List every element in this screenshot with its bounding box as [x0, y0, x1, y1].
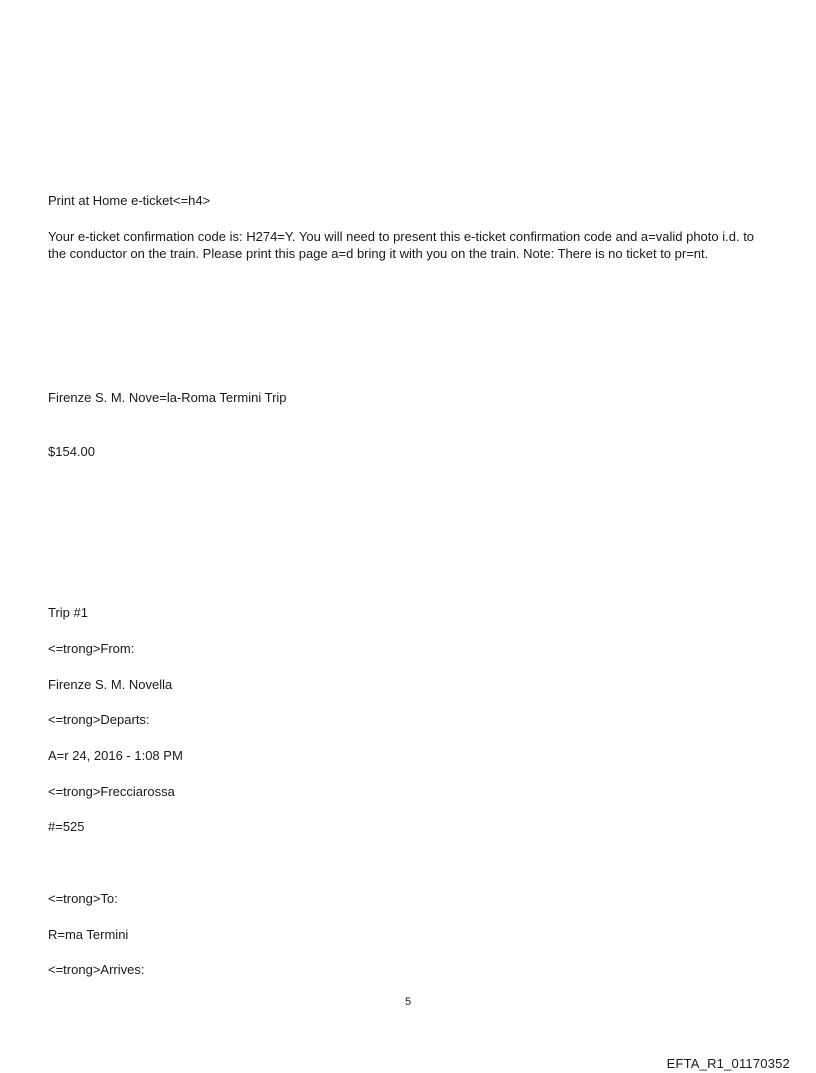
train-label: <=trong>Frecciarossa [48, 784, 175, 799]
from-value: Firenze S. M. Novella [48, 677, 173, 692]
footer-document-id: EFTA_R1_01170352 [666, 1056, 790, 1071]
trip-price: $154.00 [48, 444, 95, 459]
ticket-heading: Print at Home e-ticket<=h4> [48, 193, 211, 208]
to-label: <=trong>To: [48, 891, 118, 906]
confirmation-paragraph: Your e-ticket confirmation code is: H274=Y. You will need to present this e-ticket confirmation code and a=valid photo i.d. to the conductor on the train. Please print this page a=d bring it with you on the train. Note: There is no ticket to pr=nt. [48, 229, 755, 261]
to-value: R=ma Termini [48, 927, 129, 942]
trip-route: Firenze S. M. Nove=la-Roma Termini Trip [48, 390, 287, 405]
departs-value: A=r 24, 2016 - 1:08 PM [48, 748, 183, 763]
arrives-label: <=trong>Arrives: [48, 962, 145, 977]
train-number: #=525 [48, 819, 85, 834]
departs-label: <=trong>Departs: [48, 712, 150, 727]
trip-number: Trip #1 [48, 605, 88, 620]
page-number: 5 [404, 996, 412, 1008]
from-label: <=trong>From: [48, 641, 135, 656]
